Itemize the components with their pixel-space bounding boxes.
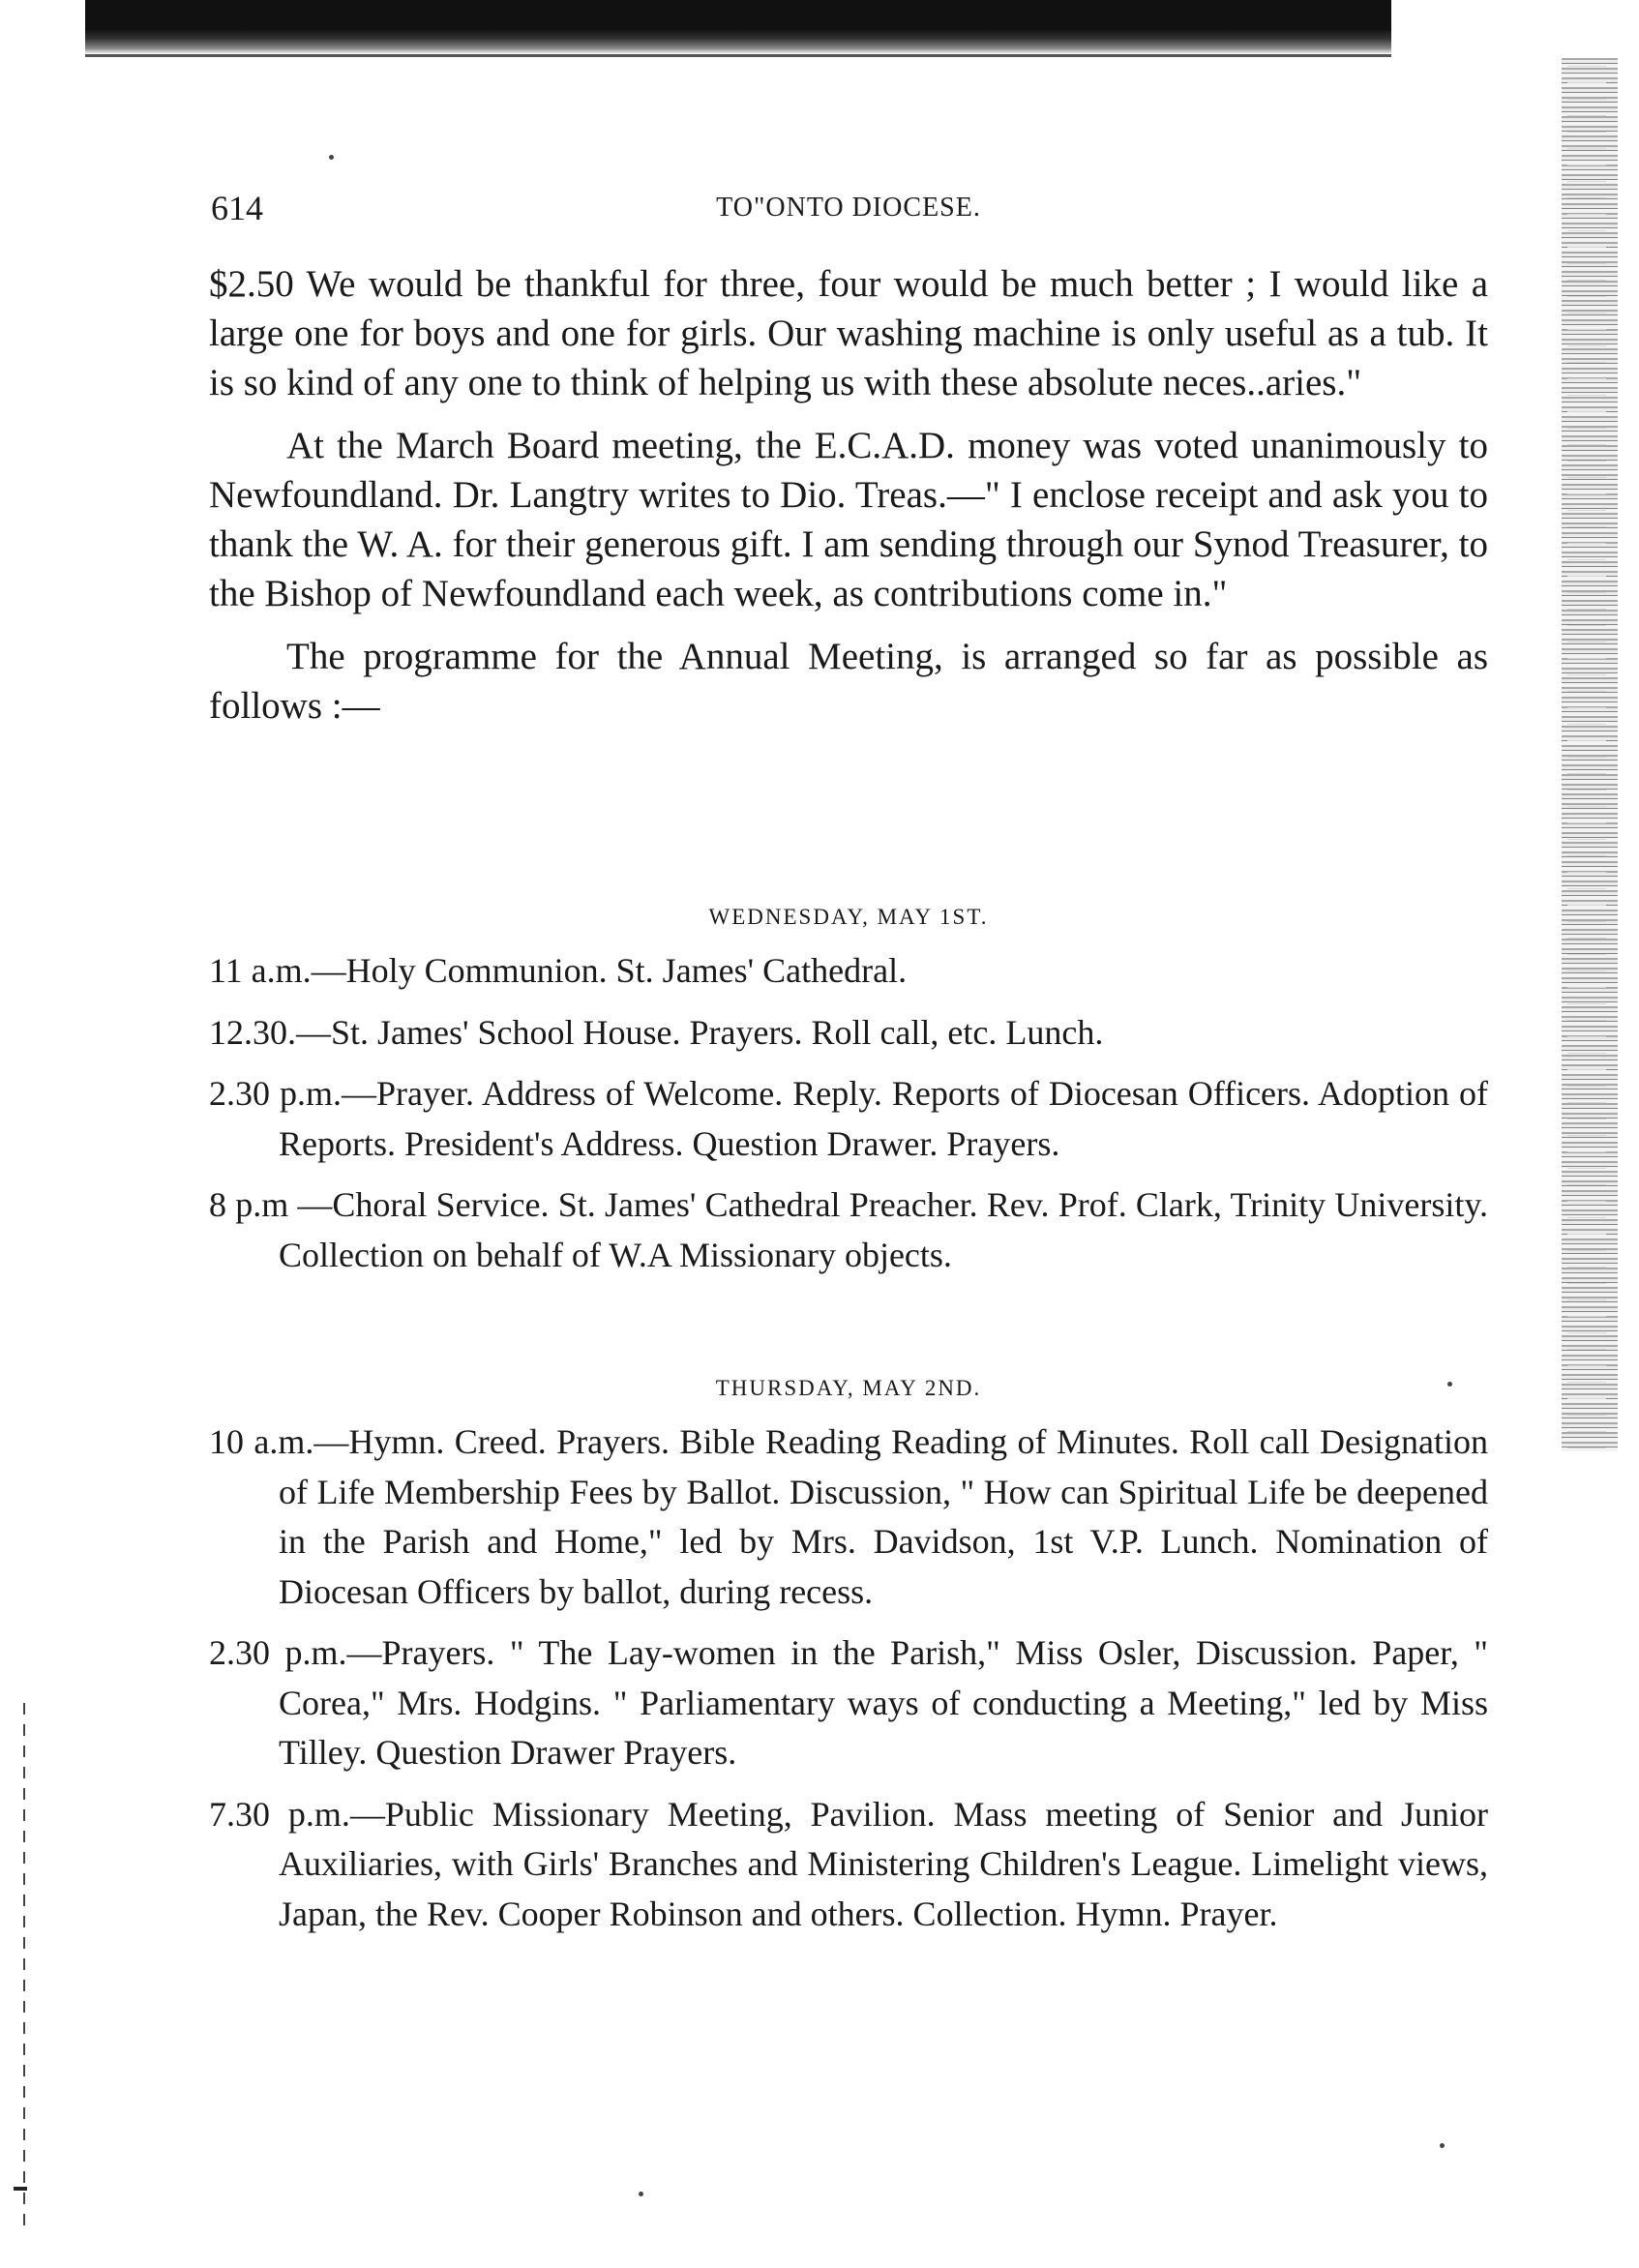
scan-speck <box>1440 2143 1445 2148</box>
day-heading: WEDNESDAY, MAY 1ST. <box>708 905 989 929</box>
scan-right-edge <box>1562 58 1618 1451</box>
schedule-entry: 7.30 p.m.—Public Missionary Meeting, Pavilion. Mass meeting of Senior and Junior Auxiliaries, with Girls' Branches and Ministering Children's League. Limelight views, Japan, the Rev. Cooper Robinson and others. Collection. Hymn. Prayer. <box>209 1794 1488 1933</box>
scan-speck <box>639 2192 643 2196</box>
schedule-entry: 10 a.m.—Hymn. Creed. Prayers. Bible Reading Reading of Minutes. Roll call Designation of Life Membership Fees by Ballot. Discussion, " How can Spiritual Life be deepened in the Parish and Home," led by Mrs. Davidson, 1st V.P. Lunch. Nomination of Diocesan Officers by ballot, during recess. <box>209 1422 1488 1611</box>
schedule-entry: 11 a.m.—Holy Communion. St. James' Cathedral. <box>209 951 908 990</box>
scan-speck <box>329 155 334 160</box>
page-header <box>211 184 1486 232</box>
running-head: TO"ONTO DIOCESE. <box>716 193 981 223</box>
scan-top-edge <box>85 0 1391 54</box>
page-number: 614 <box>211 189 263 227</box>
schedule-wednesday <box>209 898 1488 1292</box>
body-text <box>209 259 1488 744</box>
scan-speck <box>1447 1382 1452 1387</box>
schedule-entry: 2.30 p.m.—Prayer. Address of Welcome. Reply. Reports of Diocesan Officers. Adoption of Reports. President's Address. Question Drawer. Prayers. <box>209 1074 1488 1163</box>
paragraph-march-board: At the March Board meeting, the E.C.A.D. money was voted unanimously to Newfoundland. Dr. Langtry writes to Dio. Treas.—" I enclose receipt and ask you to thank the W. A. for their generous gift. I am sending through our Synod Treasurer, to the Bishop of Newfoundland each week, as contributions come in." <box>209 425 1488 614</box>
scan-left-mark <box>14 2187 27 2191</box>
schedule-entry: 8 p.m —Choral Service. St. James' Cathedral Preacher. Rev. Prof. Clark, Trinity University. Collection on behalf of W.A Missionary objects. <box>209 1185 1488 1274</box>
paragraph-programme-intro: The programme for the Annual Meeting, is arranged so far as possible as follows :— <box>209 636 1488 727</box>
day-heading: THURSDAY, MAY 2ND. <box>715 1376 982 1400</box>
scan-left-edge <box>23 1703 25 2225</box>
schedule-entry: 12.30.—St. James' School House. Prayers. Roll call, etc. Lunch. <box>209 1012 1104 1052</box>
schedule-entry: 2.30 p.m.—Prayers. " The Lay-women in the Parish," Miss Osler, Discussion. Paper, " Corea," Mrs. Hodgins. " Parliamentary ways of conducting a Meeting," led by Miss Tilley. Question Drawer Prayers. <box>209 1633 1488 1772</box>
paragraph-letter-quote: $2.50 We would be thankful for three, four would be much better ; I would like a large one for boys and one for girls. Our washing machine is only useful as a tub. It is so kind of any one to think of helping us with these absolute neces..aries." <box>209 263 1488 403</box>
schedule-thursday <box>209 1369 1488 1951</box>
